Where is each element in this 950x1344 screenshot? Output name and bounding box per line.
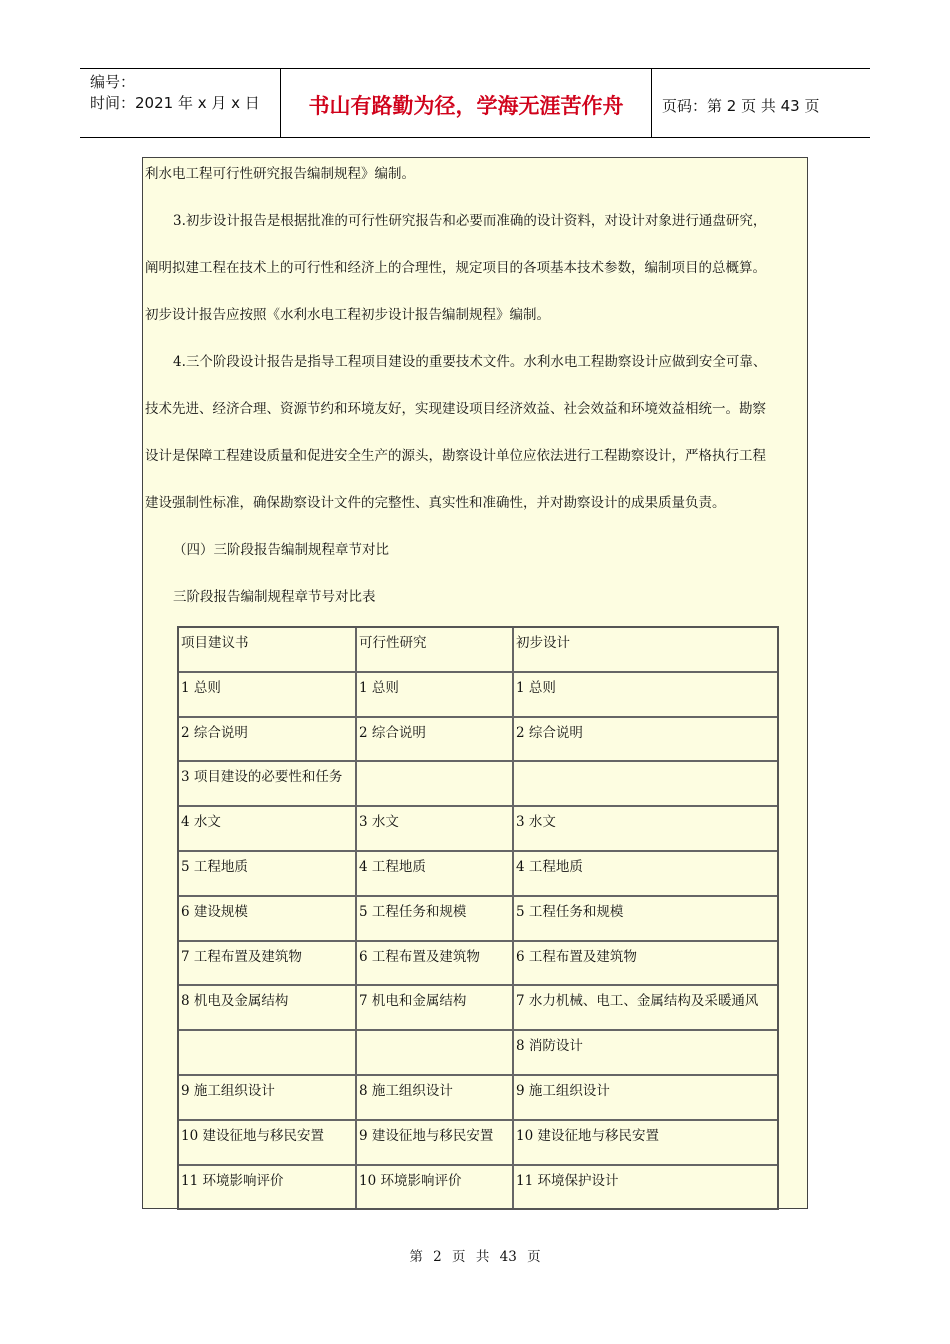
table-row [179, 1166, 777, 1209]
table-cell: 7 机电和金属结构 [357, 986, 514, 1031]
table-cell [357, 1031, 514, 1076]
table-row [179, 718, 777, 763]
chapter-comparison-table [177, 626, 779, 1210]
table-row [179, 673, 777, 718]
table-cell: 7 水力机械、电工、金属结构及采暖通风 [514, 986, 777, 1031]
table-cell [514, 762, 777, 807]
table-row [179, 986, 777, 1031]
table-cell: 3 水文 [357, 807, 514, 852]
paragraph: 3.初步设计报告是根据批准的可行性研究报告和必要而准确的设计资料，对设计对象进行通盘研究， [173, 213, 767, 229]
table-cell: 9 施工组织设计 [514, 1076, 777, 1121]
page-header [80, 68, 870, 138]
table-cell [357, 762, 514, 807]
table-cell: 2 综合说明 [179, 718, 357, 763]
paragraph: 技术先进、经济合理、资源节约和环境友好，实现建设项目经济效益、社会效益和环境效益相统一。勘察 [145, 401, 766, 417]
table-cell: 4 工程地质 [357, 852, 514, 897]
content-box [142, 157, 808, 1209]
paragraph: 利水电工程可行性研究报告编制规程》编制。 [145, 166, 415, 182]
table-row [179, 1121, 777, 1166]
table-cell: 11 环境保护设计 [516, 1172, 619, 1189]
table-cell: 8 机电及金属结构 [179, 986, 357, 1031]
paragraph: 建设强制性标准，确保勘察设计文件的完整性、真实性和准确性，并对勘察设计的成果质量负责。 [145, 495, 726, 511]
section-heading: （四）三阶段报告编制规程章节对比 [173, 542, 389, 558]
table-row [179, 1076, 777, 1121]
table-cell: 2 综合说明 [357, 718, 514, 763]
page-footer: 第 2 页 共 43 页 [409, 1249, 541, 1265]
table-cell: 5 工程任务和规模 [514, 897, 777, 942]
table-cell: 5 工程任务和规模 [357, 897, 514, 942]
table-row [179, 942, 777, 987]
header-cell: 项目建议书 [179, 628, 357, 673]
table-cell: 6 建设规模 [179, 897, 357, 942]
table-caption: 三阶段报告编制规程章节号对比表 [173, 589, 376, 605]
header-motto: 书山有路勤为径，学海无涯苦作舟 [280, 69, 652, 137]
table-cell: 10 环境影响评价 [357, 1166, 514, 1209]
header-meta [80, 69, 280, 137]
table-cell: 3 项目建设的必要性和任务 [179, 762, 357, 807]
table-cell: 3 水文 [514, 807, 777, 852]
table-row [179, 762, 777, 807]
table-row [179, 897, 777, 942]
table-cell: 6 工程布置及建筑物 [357, 942, 514, 987]
table-cell: 11 环境影响评价 [179, 1166, 357, 1209]
paragraph: 初步设计报告应按照《水利水电工程初步设计报告编制规程》编制。 [145, 307, 550, 323]
table-row [179, 852, 777, 897]
table-cell: 6 工程布置及建筑物 [514, 942, 777, 987]
table-cell: 7 工程布置及建筑物 [179, 942, 357, 987]
table-header-row [179, 628, 777, 673]
table-cell: 8 施工组织设计 [357, 1076, 514, 1121]
table-cell: 4 水文 [179, 807, 357, 852]
paragraph: 4.三个阶段设计报告是指导工程项目建设的重要技术文件。水利水电工程勘察设计应做到安全可靠、 [173, 354, 767, 370]
table-cell: 1 总则 [179, 673, 357, 718]
table-row [179, 807, 777, 852]
document-date: 时间：2021 年 x 月 x 日 [90, 94, 260, 112]
table-cell [179, 1031, 357, 1076]
paragraph: 阐明拟建工程在技术上的可行性和经济上的合理性，规定项目的各项基本技术参数，编制项目的总概算。 [145, 260, 766, 276]
table-cell: 4 工程地质 [514, 852, 777, 897]
table-cell: 10 建设征地与移民安置 [514, 1121, 777, 1166]
header-cell: 初步设计 [514, 628, 777, 673]
header-page-info: 页码：第 2 页 共 43 页 [662, 96, 820, 115]
paragraph: 设计是保障工程建设质量和促进安全生产的源头，勘察设计单位应依法进行工程勘察设计，严格执行工程 [145, 448, 766, 464]
table-cell: 10 建设征地与移民安置 [179, 1121, 357, 1166]
table-cell: 5 工程地质 [179, 852, 357, 897]
table-cell: 9 施工组织设计 [179, 1076, 357, 1121]
table-cell: 9 建设征地与移民安置 [357, 1121, 514, 1166]
table-row [179, 1031, 777, 1076]
table-cell: 1 总则 [514, 673, 777, 718]
table-cell: 2 综合说明 [514, 718, 777, 763]
document-number-label: 编号： [90, 73, 136, 91]
table-cell: 8 消防设计 [514, 1031, 777, 1076]
table-cell: 1 总则 [357, 673, 514, 718]
header-cell: 可行性研究 [357, 628, 514, 673]
